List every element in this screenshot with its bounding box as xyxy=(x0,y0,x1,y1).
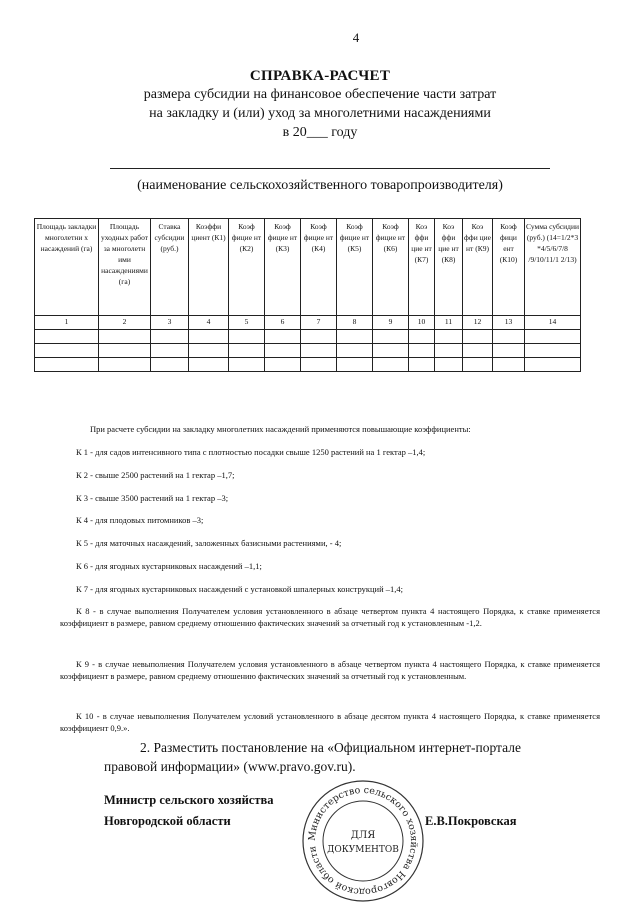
header-cell: Коэф фицие нт (К2) xyxy=(229,219,265,316)
column-number: 14 xyxy=(525,316,581,330)
column-number-row xyxy=(35,316,581,330)
column-number: 2 xyxy=(99,316,151,330)
table-row xyxy=(35,344,581,358)
coefficients-intro: При расчете субсидии на закладку многолетних насаждений применяются повышающие коэффициенты: xyxy=(90,424,471,434)
header-cell: Коэ ффи циe нт (К8) xyxy=(435,219,463,316)
document-title: СПРАВКА-РАСЧЕТ xyxy=(249,68,391,84)
header-cell: Коэф фицие нт (К6) xyxy=(373,219,409,316)
column-number: 6 xyxy=(265,316,301,330)
table-row xyxy=(35,358,581,372)
coefficient-k10: К 10 - в случае невыполнения Получателем условий установленного в абзаце десятом пункта 4 настоящего Порядка, к ставке применяется коэффициент 0,9.». xyxy=(60,711,600,733)
subtitle-line-3: в 20___ году xyxy=(282,125,358,140)
header-cell: Коэф фицие нт (К4) xyxy=(301,219,337,316)
coefficient-k6: К 6 - для ягодных кустарниковых насаждений –1,1; xyxy=(76,561,262,571)
header-cell: Площадь закладки многолетни х насаждений (га) xyxy=(35,219,99,316)
svg-text:ДЛЯ: ДЛЯ xyxy=(350,830,376,841)
coefficient-k9: К 9 - в случае невыполнения Получателем условия установленного в абзаце четвертом пункта 4 настоящего Порядка, к ставке применяется коэффициент в размере, равном среднему отношению фактических значений за отчетный год к установленным. xyxy=(60,659,600,681)
subtitle-line-1: размера субсидии на финансовое обеспечение части затрат xyxy=(143,87,497,102)
svg-text:Министерство сельского хозяйст: Министерство сельского хозяйства Новгородской области xyxy=(306,784,420,898)
signatory-position-line-1: Министр сельского хозяйства xyxy=(104,793,274,807)
table-header-row xyxy=(35,219,581,316)
column-number: 4 xyxy=(189,316,229,330)
official-stamp xyxy=(300,778,426,904)
producer-caption: (наименование сельскохозяйственного товаропроизводителя) xyxy=(137,178,503,193)
item-2-line-1: 2. Разместить постановление на «Официальном интернет-портале xyxy=(140,740,521,755)
column-number: 1 xyxy=(35,316,99,330)
header-cell: Коэф фицие нт (К3) xyxy=(265,219,301,316)
page-number: 4 xyxy=(352,30,360,45)
subsidy-calculation-table xyxy=(34,218,581,372)
header-cell: Коэффи циент (К1) xyxy=(189,219,229,316)
column-number: 11 xyxy=(435,316,463,330)
signatory-position-line-2: Новгородской области xyxy=(104,814,231,828)
coefficient-k7: К 7 - для ягодных кустарниковых насаждений с установкой шпалерных конструкций –1,4; xyxy=(76,584,404,594)
header-cell: Коэф фицие нт (К5) xyxy=(337,219,373,316)
column-number: 10 xyxy=(409,316,435,330)
column-number: 9 xyxy=(373,316,409,330)
column-number: 3 xyxy=(151,316,189,330)
coefficient-k3: К 3 - свыше 3500 растений на 1 гектар –3; xyxy=(76,493,229,503)
header-cell: Коэф фици ент (К10) xyxy=(493,219,525,316)
column-number: 12 xyxy=(463,316,493,330)
header-cell: Площадь уходных работ за многолетн ими насаждениями (га) xyxy=(99,219,151,316)
coefficient-k4: К 4 - для плодовых питомников –3; xyxy=(76,515,204,525)
column-number: 7 xyxy=(301,316,337,330)
column-number: 5 xyxy=(229,316,265,330)
producer-underline xyxy=(110,168,550,169)
svg-text:ДОКУМЕНТОВ: ДОКУМЕНТОВ xyxy=(327,845,399,855)
coefficient-k2: К 2 - свыше 2500 растений на 1 гектар –1,7; xyxy=(76,470,235,480)
coefficient-k1: К 1 - для садов интенсивного типа с плотностью посадки свыше 1250 растений на 1 гектар –1,4; xyxy=(76,447,426,457)
item-2-line-2: правовой информации» (www.pravo.gov.ru). xyxy=(104,759,356,774)
table-row xyxy=(35,330,581,344)
signatory-name: Е.В.Покровская xyxy=(425,814,517,828)
subtitle-line-2: на закладку и (или) уход за многолетними насаждениями xyxy=(149,106,491,121)
coefficient-k8: К 8 - в случае выполнения Получателем условия установленного в абзаце четвертом пункта 4 настоящего Порядка, к ставке применяется коэффициент в размере, равном среднему отношению фактических значений за отчетный год к установленным -1,2. xyxy=(60,606,600,628)
header-cell: Коэ ффи циe нт (К9) xyxy=(463,219,493,316)
column-number: 13 xyxy=(493,316,525,330)
header-cell: Ставка субсидии (руб.) xyxy=(151,219,189,316)
column-number: 8 xyxy=(337,316,373,330)
header-cell: Коэ ффи циe нт (К7) xyxy=(409,219,435,316)
header-cell: Сумма субсидии (руб.) (14=1/2*3 *4/5/6/7/8 /9/10/11/1 2/13) xyxy=(525,219,581,316)
coefficient-k5: К 5 - для маточных насаждений, заложенных базисными растениями, - 4; xyxy=(76,538,342,548)
